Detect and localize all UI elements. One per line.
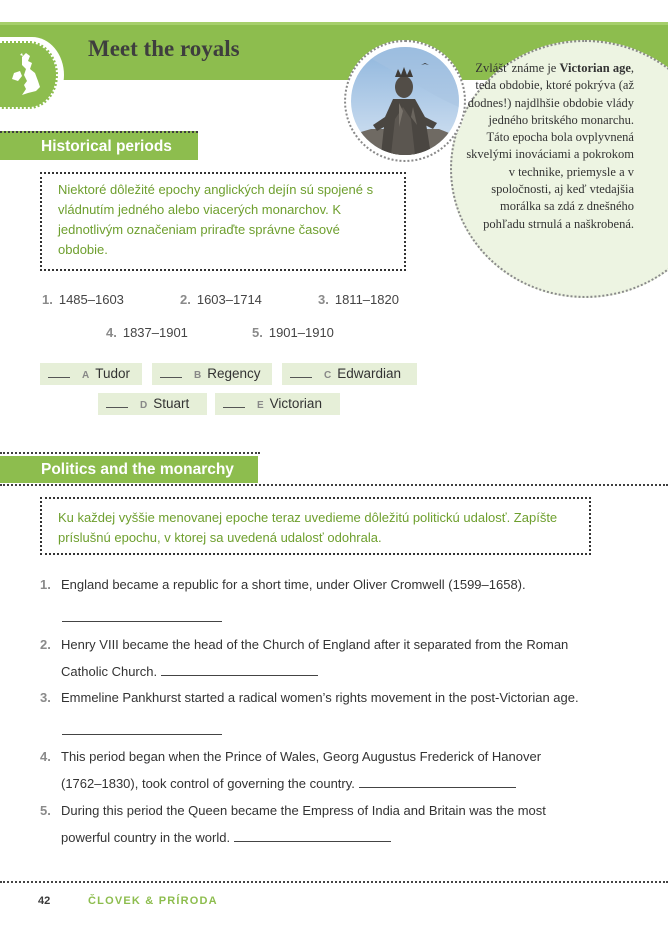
- question-number: 2.: [40, 637, 51, 652]
- option-letter: E: [257, 400, 264, 411]
- answer-line[interactable]: [161, 662, 318, 676]
- period-range: 1603–1714: [196, 292, 262, 307]
- period-number: 4.: [106, 325, 117, 340]
- option-victorian[interactable]: [215, 393, 340, 415]
- period-item: [42, 292, 124, 307]
- page-title: Meet the royals: [88, 36, 240, 61]
- question-text: Henry VIII became the head of the Church of England after it separated from the Roman: [61, 637, 569, 652]
- period-item: [252, 325, 334, 340]
- section-divider: [0, 131, 198, 133]
- question-text: Catholic Church.: [61, 664, 158, 679]
- question-number: 4.: [40, 749, 51, 764]
- answer-blank[interactable]: [223, 396, 245, 408]
- answer-line[interactable]: [62, 621, 222, 622]
- question-text: This period began when the Prince of Wales, Georg Augustus Frederick of Hanover: [61, 749, 542, 764]
- option-label: Stuart: [153, 396, 190, 411]
- answer-line[interactable]: [62, 734, 222, 735]
- period-item: [106, 325, 188, 340]
- option-label: Tudor: [95, 366, 130, 381]
- answer-blank[interactable]: [106, 396, 128, 408]
- period-number: 3.: [318, 292, 329, 307]
- instruction-box: [40, 172, 406, 271]
- answer-line[interactable]: [234, 828, 391, 842]
- period-range: 1811–1820: [334, 292, 399, 307]
- page-number: 42: [38, 895, 51, 907]
- option-label: Regency: [207, 366, 261, 381]
- answer-blank[interactable]: [160, 366, 182, 378]
- question-number: 1.: [40, 577, 51, 592]
- question-3: [40, 684, 640, 711]
- section-heading-politics: Politics and the monarchy: [0, 456, 258, 483]
- option-letter: C: [324, 370, 332, 381]
- option-label: Victorian: [269, 396, 322, 411]
- period-range: 1901–1910: [268, 325, 334, 340]
- answer-line[interactable]: [359, 774, 516, 788]
- option-edwardian[interactable]: [282, 363, 417, 385]
- option-regency[interactable]: [152, 363, 272, 385]
- side-note-text-before: Zvlášť známe je: [475, 61, 560, 75]
- option-letter: B: [194, 370, 202, 381]
- book-title: ČLOVEK & PRÍRODA: [88, 895, 218, 907]
- question-2: [40, 631, 640, 685]
- side-note-text-after: , teda obdobie, ktoré pokrýva (až dodnes!) najdlhšie obdobie vlády jedného britského monarchu. Táto epocha bola ovplyvnená skvelými inováciami a pokrokom v technike, priemysle a v spoločnosti, aj keď vtedajšia morálka sa zdá z dnešného pohľadu strnulá a naškrobená.: [466, 61, 634, 231]
- footer-divider: [0, 881, 668, 883]
- section-divider: [0, 484, 668, 486]
- period-number: 2.: [180, 292, 191, 307]
- question-number: 5.: [40, 803, 51, 818]
- question-4: [40, 743, 640, 797]
- option-tudor[interactable]: [40, 363, 142, 385]
- period-range: 1485–1603: [58, 292, 124, 307]
- question-text: During this period the Queen became the Empress of India and Britain was the most: [61, 803, 546, 818]
- period-number: 5.: [252, 325, 263, 340]
- side-note: [464, 60, 634, 233]
- period-number: 1.: [42, 292, 53, 307]
- option-stuart[interactable]: [98, 393, 207, 415]
- option-letter: D: [140, 400, 148, 411]
- instruction-text: Niektoré dôležité epochy anglických dejín sú spojené s vládnutím jedného alebo viacerých monarchov. K jednotlivým označeniam priraďte správne časové obdobie.: [58, 182, 374, 257]
- answer-blank[interactable]: [48, 366, 70, 378]
- question-1: [40, 571, 640, 598]
- question-5: [40, 797, 640, 851]
- period-item: [180, 292, 262, 307]
- question-number: 3.: [40, 690, 51, 705]
- answer-blank[interactable]: [290, 366, 312, 378]
- question-text: Emmeline Pankhurst started a radical women’s rights movement in the post-Victorian age.: [61, 690, 579, 705]
- queen-victoria-statue-image: [351, 47, 459, 155]
- instruction-box: [40, 497, 591, 555]
- option-letter: A: [82, 370, 90, 381]
- side-note-bold: Victorian age: [559, 61, 631, 75]
- uk-map-icon: [0, 41, 58, 109]
- question-text: powerful country in the world.: [61, 830, 231, 845]
- period-item: [318, 292, 399, 307]
- section-divider: [0, 452, 260, 454]
- question-text: England became a republic for a short time, under Oliver Cromwell (1599–1658).: [61, 577, 526, 592]
- question-text: (1762–1830), took control of governing the country.: [61, 776, 355, 791]
- option-label: Edwardian: [337, 366, 402, 381]
- period-range: 1837–1901: [122, 325, 188, 340]
- section-heading-historical: Historical periods: [0, 131, 198, 160]
- instruction-text: Ku každej vyššie menovanej epoche teraz uvedieme dôležitú politickú udalosť. Zapíšte príslušnú epochu, v ktorej sa uvedená udalosť odohrala.: [58, 510, 558, 545]
